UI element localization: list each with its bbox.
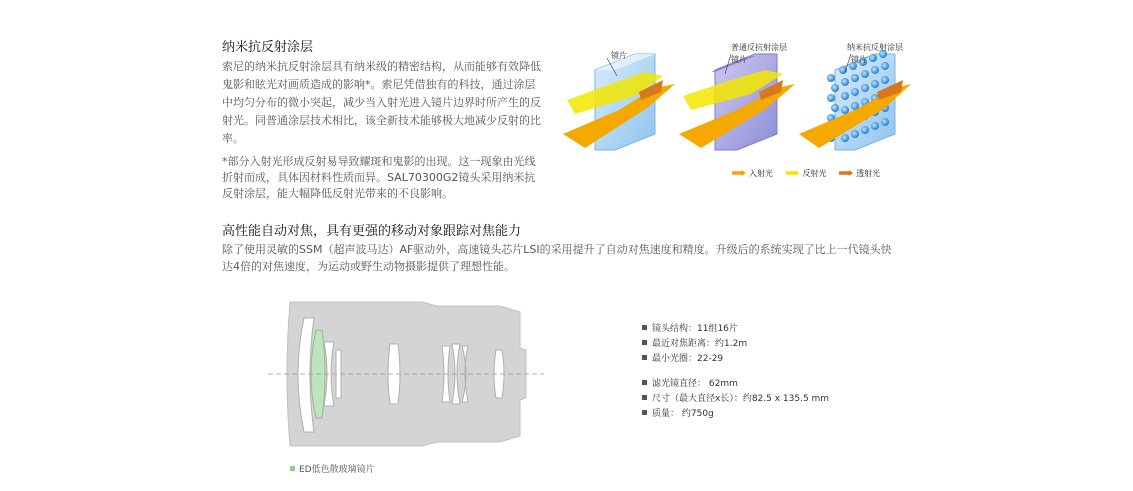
nano-coating-footnote: *部分入射光形成反射易导致耀斑和鬼影的出现。这一现象由光线折射而成，具体因材料性质而异。SAL70300G2镜头采用纳米抗反射涂层，能大幅降低反射光带来的不良影响。 xyxy=(222,155,536,200)
light-legend xyxy=(732,168,890,179)
panel2-label-lens: 镜片 xyxy=(731,55,747,64)
section-title-nano-coating: 纳米抗反射涂层 xyxy=(222,40,314,55)
spec-min-focus: 最近对焦距离：约1.2m xyxy=(642,337,829,352)
legend-reflected: 反射光 xyxy=(786,168,827,179)
legend-incident: 入射光 xyxy=(732,168,773,179)
spec-min-aperture: 最小光圈：22-29 xyxy=(642,352,829,367)
transmitted-arrow-icon xyxy=(839,170,853,176)
legend-transmitted: 透射光 xyxy=(839,168,880,179)
spec-construction: 镜头结构：11组16片 xyxy=(642,322,829,337)
diagram-panel-standard-coating xyxy=(679,54,795,150)
reflected-arrow-icon xyxy=(786,170,800,176)
panel1-label-lens: 镜片 xyxy=(611,51,627,60)
section-title-autofocus: 高性能自动对焦，具有更强的移动对象跟踪对焦能力 xyxy=(222,224,522,239)
panel3-label-coating: 纳米抗反射涂层 xyxy=(847,43,903,52)
ed-square-icon xyxy=(290,466,295,471)
spec-dimensions: 尺寸（最大直径x长）：约82.5 x 135.5 mm xyxy=(642,392,829,407)
lens-specs-list xyxy=(642,322,829,422)
nano-coating-description: 索尼的纳米抗反射涂层具有纳米级的精密结构，从而能够有效降低鬼影和眩光对画质造成的影响*。索尼凭借独有的科技，通过涂层中均匀分布的微小突起，减少当入射光进入镜片边界时所产生的反射光。同普通涂层技术相比，该全新技术能够极大地减少反射的比率。 xyxy=(222,60,541,145)
panel2-label-coating: 普通反抗射涂层 xyxy=(731,43,787,52)
diagram-panel-nano-coating xyxy=(799,50,911,150)
lens-cross-section-diagram xyxy=(262,292,552,452)
coating-comparison-diagram xyxy=(555,36,915,166)
spec-weight: 质量： 约750g xyxy=(642,407,829,422)
incident-arrow-icon xyxy=(732,170,746,176)
ed-glass-legend: ED低色散玻璃镜片 xyxy=(290,462,375,475)
autofocus-description: 除了使用灵敏的SSM（超声波马达）AF驱动外，高速镜头芯片LSI的采用提升了自动对焦速度和精度。升级后的系统实现了比上一代镜头快达4倍的对焦速度，为运动或野生动物摄影提供了理想性能。 xyxy=(222,243,892,273)
diagram-panel-plain-lens xyxy=(563,54,675,150)
panel3-label-lens: 镜片 xyxy=(851,55,867,64)
spec-filter: 滤光镜直径： 62mm xyxy=(642,377,829,392)
